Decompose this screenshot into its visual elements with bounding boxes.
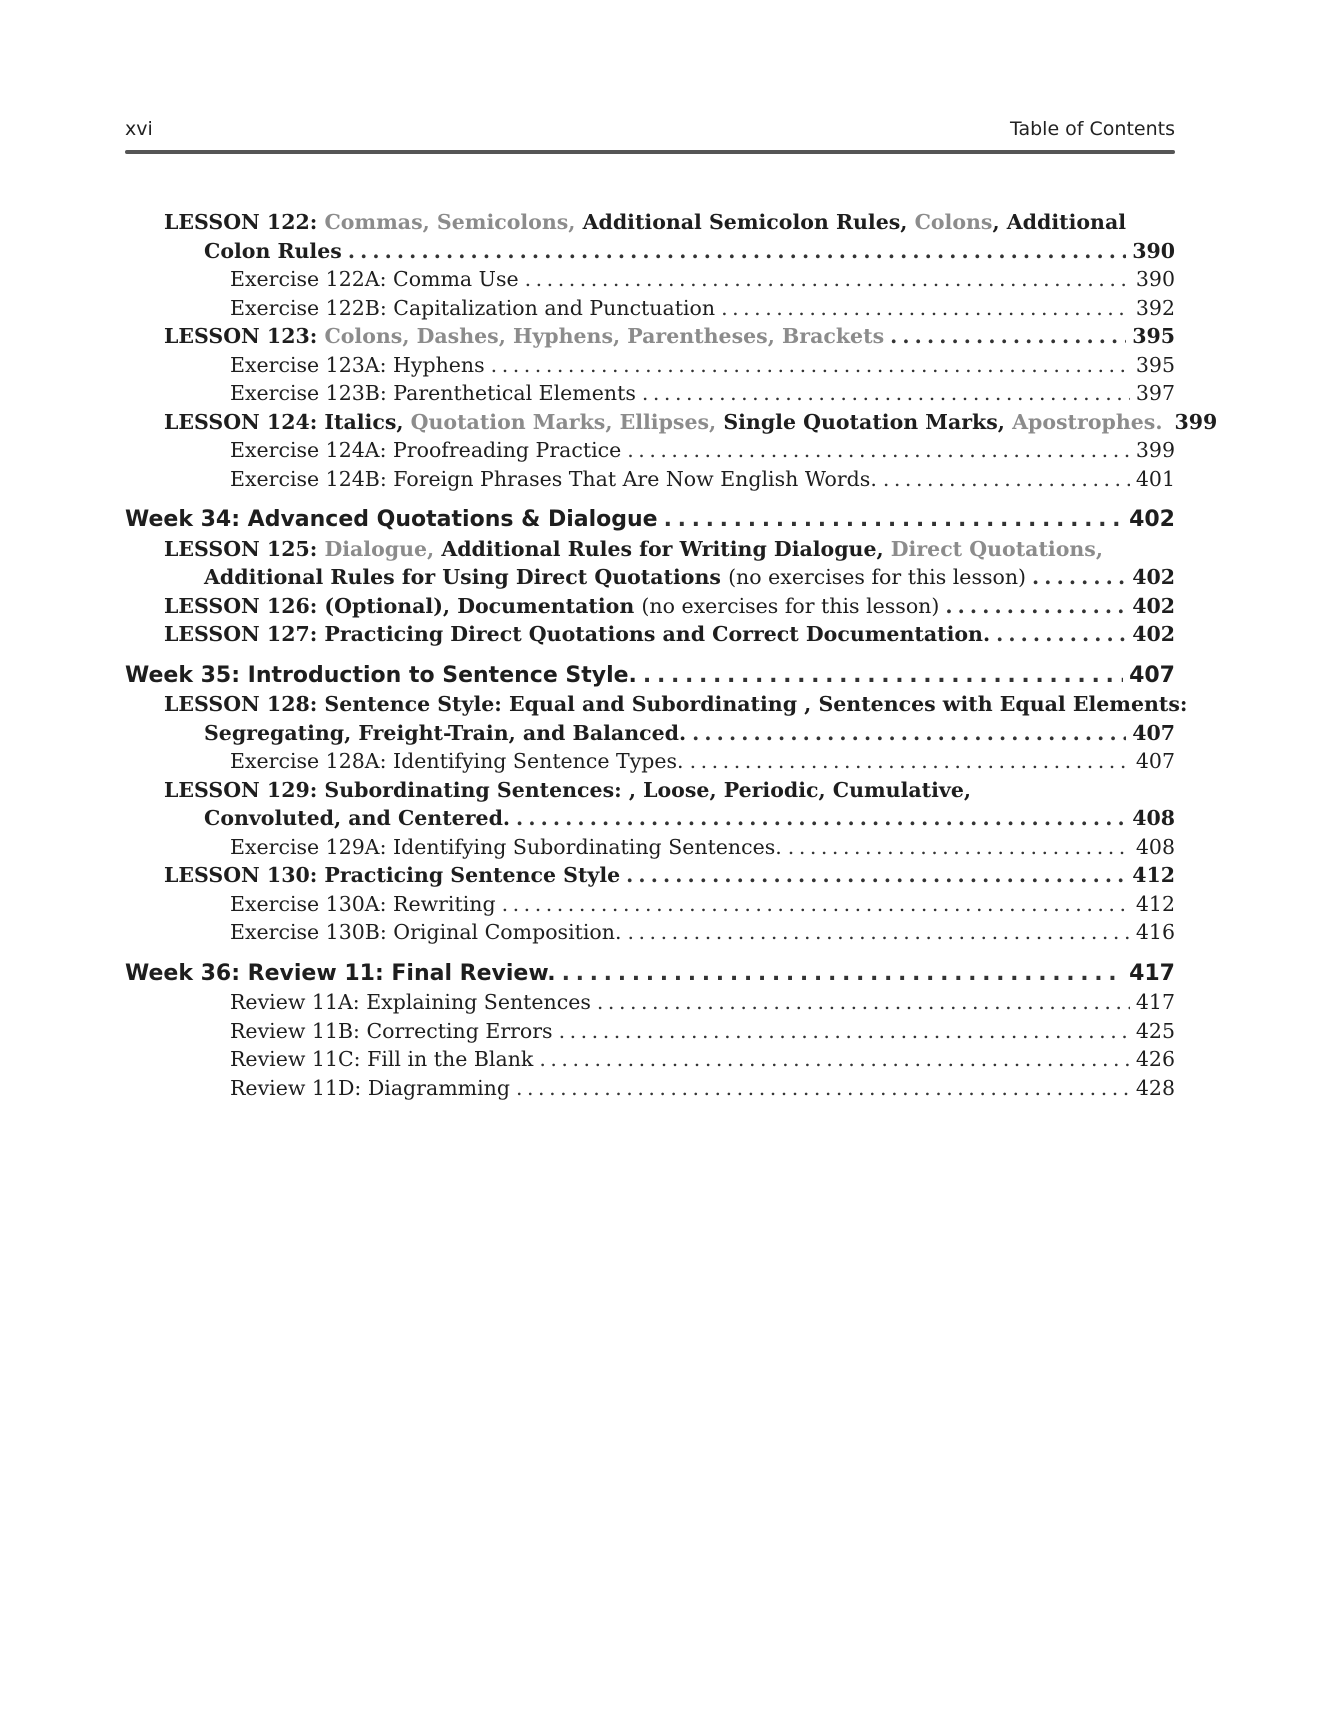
dot-leader [692, 719, 1126, 748]
title-segment: Exercise 130A: Rewriting [230, 891, 496, 916]
title-segment: Review 11C: Fill in the Blank [230, 1047, 534, 1071]
entry-title [164, 322, 884, 351]
toc-entry-ex[interactable] [125, 833, 1175, 862]
page-number: 399 [1135, 438, 1175, 462]
toc-entry-ex[interactable] [125, 988, 1175, 1017]
entry-title [164, 690, 1188, 719]
toc-entry-cont[interactable] [125, 237, 1175, 266]
page-number: 402 [1132, 565, 1175, 589]
title-segment: Single Quotation Marks, [723, 409, 1013, 434]
title-segment: Dialogue, [324, 536, 442, 561]
entry-title [230, 890, 496, 919]
entry-title [164, 620, 990, 649]
entry-title [230, 747, 684, 776]
title-segment: LESSON 130: Practicing Sentence Style [164, 863, 621, 887]
title-segment: Convoluted, and Centered. [204, 806, 511, 830]
toc-entry-ex[interactable] [125, 890, 1175, 919]
toc-entry-cont[interactable] [125, 563, 1175, 592]
dot-leader [627, 918, 1129, 947]
toc-entry-ex[interactable] [125, 918, 1175, 947]
toc-entry-ex[interactable] [125, 436, 1175, 465]
title-segment: Exercise 122B: Capitalization and Punctuation [230, 295, 716, 320]
toc-entry-week[interactable] [125, 960, 1175, 989]
entry-title [230, 294, 715, 323]
dot-leader [690, 747, 1130, 776]
entry-title [230, 1017, 553, 1046]
dot-leader [627, 436, 1130, 465]
title-segment: Direct Quotations, [890, 536, 1103, 561]
title-segment: (no exercises for this lesson) [641, 593, 940, 618]
entry-title [230, 265, 519, 294]
dot-leader [996, 620, 1126, 649]
title-segment: Additional Rules for Writing Dialogue, [441, 536, 891, 561]
toc-entry-ex[interactable] [125, 294, 1175, 323]
toc-entry-lesson[interactable] [125, 535, 1175, 564]
page-number: 401 [1135, 466, 1175, 491]
title-segment: Quotation Marks, Ellipses, [410, 409, 724, 434]
header-rule [125, 150, 1175, 154]
dot-leader [562, 960, 1123, 989]
dot-leader [1032, 563, 1126, 592]
title-segment: LESSON 126: (Optional), Documentation [164, 593, 642, 618]
entry-title [164, 776, 971, 805]
title-segment: Exercise 129A: Identifying Subordinating Sentences. [230, 834, 782, 859]
toc-entry-ex[interactable] [125, 351, 1175, 380]
toc-entry-ex[interactable] [125, 465, 1175, 494]
title-segment: Exercise 128A: Identifying Sentence Types. [230, 749, 684, 773]
dot-leader [883, 465, 1130, 494]
toc-entry-lesson[interactable] [125, 690, 1188, 719]
toc-entry-lesson[interactable] [125, 620, 1175, 649]
title-segment: Review 11D: Diagramming [230, 1075, 510, 1100]
title-segment: Exercise 124B: Foreign Phrases That Are Now English Words. [230, 466, 877, 491]
toc-entry-ex[interactable] [125, 1017, 1175, 1046]
title-segment: LESSON 129: Subordinating Sentences: , Loose, Periodic, Cumulative, [164, 777, 971, 802]
entry-title [125, 960, 556, 989]
title-segment: LESSON 124: Italics, [164, 409, 411, 434]
toc-entry-lesson[interactable] [125, 208, 1175, 237]
page-number: 399 [1174, 409, 1218, 434]
title-segment: LESSON 125: [164, 536, 325, 561]
dot-leader [502, 890, 1130, 919]
page-number: 416 [1135, 920, 1175, 944]
title-segment: LESSON 122: [164, 210, 325, 234]
entry-title [230, 833, 782, 862]
page-number: 408 [1132, 806, 1175, 830]
title-segment: (no exercises for this lesson) [728, 565, 1027, 589]
running-header [125, 118, 1175, 140]
toc-entry-lesson[interactable] [125, 592, 1175, 621]
entry-title [230, 918, 621, 947]
dot-leader [642, 379, 1130, 408]
entry-title [125, 506, 658, 535]
dot-leader [945, 592, 1126, 621]
dot-leader [626, 861, 1126, 890]
title-segment: Additional Semicolon Rules, [582, 210, 915, 234]
entry-title [125, 662, 637, 691]
dot-leader [664, 506, 1123, 535]
toc-entry-ex[interactable] [125, 1074, 1175, 1103]
title-segment: Exercise 123A: Hyphens [230, 352, 485, 377]
title-segment: Week 34: Advanced Quotations & Dialogue [125, 507, 658, 532]
toc-entry-cont[interactable] [125, 804, 1175, 833]
page-number: 407 [1132, 720, 1175, 745]
dot-leader [516, 1074, 1130, 1103]
title-segment: Week 35: Introduction to Sentence Style. [125, 662, 637, 688]
table-of-contents [125, 208, 1218, 1102]
page-number: 412 [1132, 863, 1175, 887]
toc-entry-week[interactable] [125, 506, 1175, 535]
toc-entry-ex[interactable] [125, 1045, 1175, 1074]
title-segment: Colons [914, 210, 993, 234]
dot-leader [890, 322, 1126, 351]
entry-title [230, 351, 485, 380]
page-number: 417 [1135, 990, 1175, 1014]
title-segment: Apostrophes. [1012, 409, 1163, 434]
title-segment: LESSON 123: [164, 324, 325, 348]
entry-title [164, 408, 1162, 437]
toc-entry-lesson[interactable] [125, 322, 1175, 351]
page-number: 425 [1135, 1018, 1175, 1043]
entry-title [204, 804, 510, 833]
dot-leader [643, 662, 1123, 691]
page-number: 417 [1129, 960, 1175, 986]
entry-title [164, 535, 1103, 564]
entry-title [230, 379, 636, 408]
entry-title [164, 861, 620, 890]
title-segment: Additional Rules for Using Direct Quotations [204, 565, 729, 589]
dot-leader [721, 294, 1130, 323]
title-segment: LESSON 127: Practicing Direct Quotations and Correct Documentation. [164, 622, 991, 646]
title-segment: Week 36: Review 11: Final Review. [125, 960, 556, 986]
entry-title [230, 988, 591, 1017]
entry-title [204, 563, 1026, 592]
entry-title [230, 1045, 533, 1074]
dot-leader [525, 265, 1130, 294]
page-number: 426 [1135, 1047, 1175, 1071]
toc-entry-lesson[interactable] [125, 408, 1218, 437]
dot-leader [539, 1045, 1130, 1074]
page-number: 390 [1132, 238, 1175, 263]
page-number: 395 [1135, 352, 1175, 377]
title-segment: Exercise 122A: Comma Use [230, 267, 519, 291]
title-segment: Colon Rules [204, 238, 342, 263]
page-number: 428 [1135, 1075, 1175, 1100]
running-title: Table of Contents [1010, 118, 1175, 140]
page-number: 408 [1135, 834, 1175, 859]
dot-leader [597, 988, 1130, 1017]
entry-title [230, 436, 621, 465]
toc-entry-lesson[interactable] [125, 776, 1175, 805]
title-segment: LESSON 128: Sentence Style: Equal and Subordinating , Sentences with Equal Elements: [164, 692, 1188, 716]
entry-title [204, 719, 686, 748]
page-number: 402 [1132, 593, 1175, 618]
title-segment: , Additional [992, 210, 1127, 234]
dot-leader [348, 237, 1126, 266]
entry-title [164, 592, 939, 621]
entry-title [164, 208, 1126, 237]
title-segment: Exercise 123B: Parenthetical Elements [230, 381, 636, 405]
title-segment: Review 11B: Correcting Errors [230, 1018, 553, 1043]
page-number: 402 [1129, 507, 1175, 532]
entry-title [230, 465, 877, 494]
toc-entry-ex[interactable] [125, 379, 1175, 408]
entry-title [230, 1074, 510, 1103]
toc-entry-lesson[interactable] [125, 861, 1175, 890]
dot-leader [516, 804, 1126, 833]
page-number: 397 [1135, 381, 1175, 405]
page-number: 407 [1129, 662, 1175, 688]
entry-title [204, 237, 342, 266]
page-number: 395 [1132, 324, 1175, 348]
page-number: 407 [1135, 749, 1175, 773]
page-number: 412 [1135, 891, 1175, 916]
page-number: xvi [125, 118, 153, 140]
title-segment: Commas, Semicolons, [324, 210, 583, 234]
title-segment: Colons, Dashes, Hyphens, Parentheses, Brackets [324, 324, 885, 348]
toc-entry-ex[interactable] [125, 747, 1175, 776]
title-segment: Exercise 124A: Proofreading Practice [230, 438, 622, 462]
title-segment: Exercise 130B: Original Composition. [230, 920, 622, 944]
title-segment: Review 11A: Explaining Sentences [230, 990, 591, 1014]
title-segment: Segregating, Freight-Train, and Balanced. [204, 720, 687, 745]
toc-entry-cont[interactable] [125, 719, 1175, 748]
page-number: 390 [1135, 267, 1175, 291]
toc-entry-ex[interactable] [125, 265, 1175, 294]
page-number: 402 [1132, 622, 1175, 646]
toc-entry-week[interactable] [125, 662, 1175, 691]
page-number: 392 [1135, 295, 1175, 320]
dot-leader [788, 833, 1130, 862]
dot-leader [491, 351, 1130, 380]
dot-leader [559, 1017, 1130, 1046]
